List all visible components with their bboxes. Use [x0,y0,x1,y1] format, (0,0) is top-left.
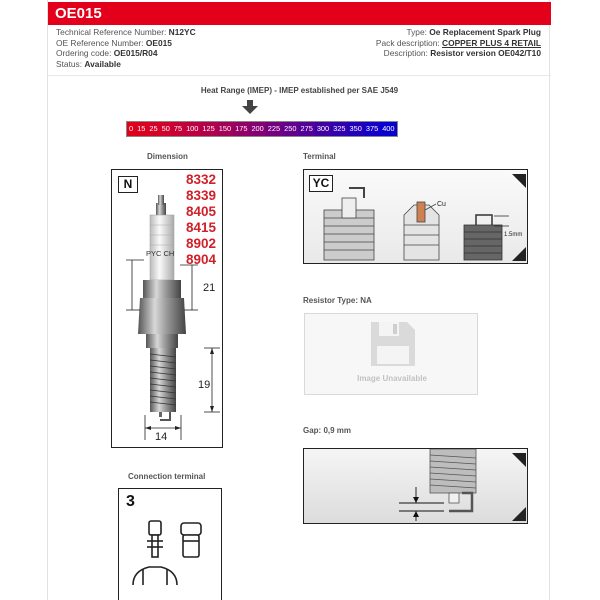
heat-scale-cell: 200 [249,122,265,136]
heat-range-scale [126,121,398,137]
plug-print-text: PYC CH [146,249,175,258]
heat-scale-cell: 275 [298,122,314,136]
copper-label: Cu [437,201,446,208]
terminal-gap-label: 1.5mm [504,232,523,238]
dimension-image [111,169,223,448]
spark-plug-drawing [112,170,224,449]
terminal-drawing [304,170,529,265]
tech-ref-value: N12YC [168,27,196,37]
dimension-title: Dimension [147,152,188,161]
heat-scale-cell: 25 [147,122,159,136]
heat-scale-cell: 325 [331,122,347,136]
image-unavailable-text: Image Unavailable [357,374,427,383]
corner-mark-icon [512,247,526,261]
heat-scale-cell: 250 [282,122,298,136]
ordering-value: OE015/R04 [113,48,158,59]
status-value: Available [84,58,121,69]
terminal-title: Terminal [303,152,336,161]
gap-image [303,448,528,524]
ordering-label: Ordering code: [56,48,112,59]
corner-mark-icon [512,507,526,521]
heat-scale-cell: 15 [135,122,147,136]
terminal-image [303,169,528,264]
heat-scale-cell: 175 [233,122,249,136]
heat-scale-cell: 400 [380,122,396,136]
part-code: 8405 [186,204,217,219]
title-bar [48,2,551,25]
dimension-thread-value: 14 [155,431,168,443]
part-code: 8415 [186,220,217,235]
product-panel [47,0,550,600]
heat-scale-cell: 375 [364,122,380,136]
image-unavailable-placeholder [304,313,478,395]
pack-value-link[interactable]: COPPER PLUS 4 RETAIL [442,37,541,48]
heat-scale-cell: 225 [266,122,282,136]
desc-label: Description: [383,48,428,59]
oe-ref-value: OE015 [145,37,172,48]
heat-scale-cell: 125 [200,122,216,136]
dimension-reach-value: 19 [198,379,211,391]
info-right [376,27,541,59]
heat-scale-cell: 50 [160,122,172,136]
type-label: Type: [406,27,427,37]
part-code: 8339 [186,188,217,203]
heat-range-title: Heat Range (IMEP) - IMEP established per SAE J549 [200,86,399,95]
status-label: Status: [56,58,83,69]
oe-ref-label: OE Reference Number: [56,37,144,48]
terminal-badge: YC [309,175,333,192]
heat-scale-cell: 300 [315,122,331,136]
dimension-hex-value: 21 [203,282,216,294]
corner-mark-icon [512,174,526,188]
tech-ref-label: Technical Reference Number: [56,27,167,37]
heat-scale-cell: 100 [184,122,200,136]
gap-title: Gap: 0,9 mm [303,426,352,435]
heat-scale-cell: 0 [127,122,135,136]
type-value: Oe Replacement Spark Plug [429,27,541,37]
info-left [56,27,196,69]
part-code: 8902 [186,236,217,251]
divider [48,75,551,76]
connection-terminal-image [118,488,222,600]
heat-scale-cell: 350 [348,122,364,136]
connection-title: Connection terminal [128,472,206,481]
gap-drawing [304,449,528,524]
connection-drawing [119,489,223,600]
heat-scale-cell: 150 [217,122,233,136]
product-title: OE015 [55,5,102,22]
heat-marker-arrow-icon [242,100,258,114]
pack-label: Pack description: [375,37,440,48]
floppy-disk-icon [305,314,479,374]
dimension-badge: N [118,176,138,193]
part-code: 8332 [186,172,217,187]
part-code: 8904 [186,252,217,267]
corner-mark-icon [512,453,526,467]
resistor-title: Resistor Type: NA [303,296,372,305]
heat-scale-cell: 75 [172,122,184,136]
desc-value: Resistor version OE042/T10 [430,48,541,59]
connection-badge: 3 [126,493,135,510]
